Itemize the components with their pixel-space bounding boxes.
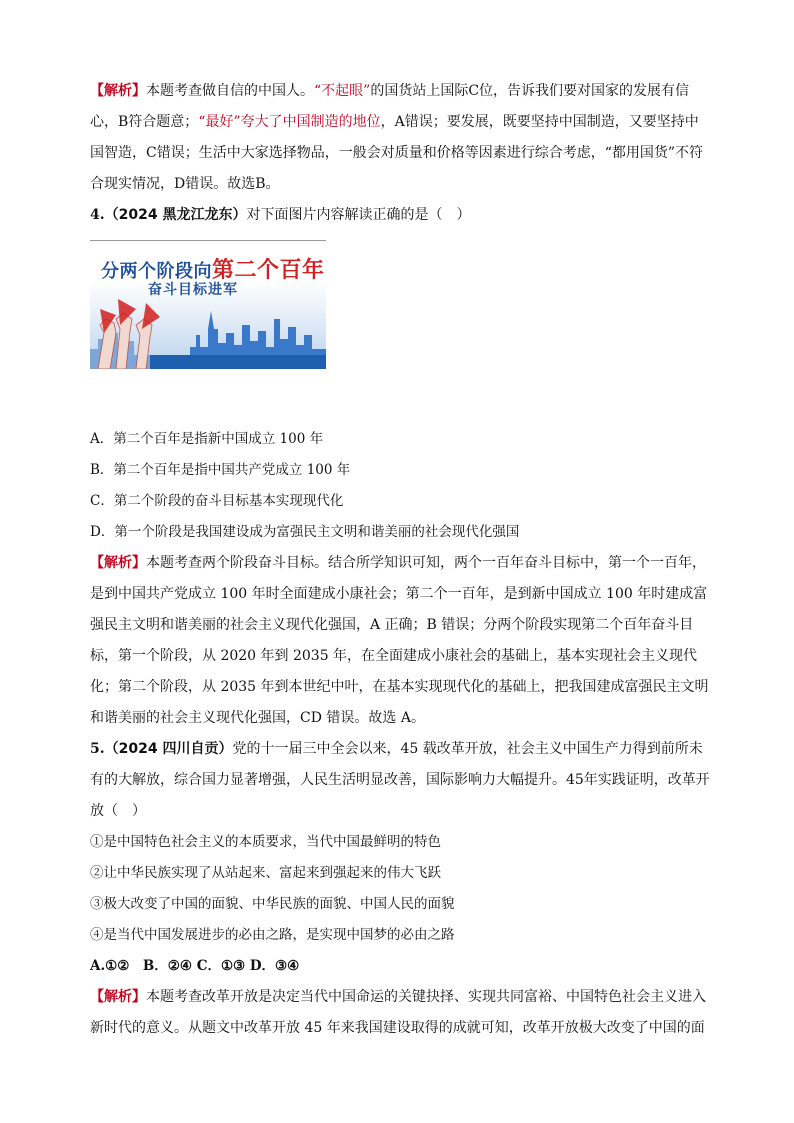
option-c: C．第二个阶段的奋斗目标基本实现现代化 xyxy=(90,493,344,509)
question-number: 4. xyxy=(90,207,105,223)
analysis-q4: 【解析】本题考查两个阶段奋斗目标。结合所学知识可知，两个一百年奋斗目标中，第一个一百年，是到中国共产党成立 100 年时全面建成小康社会；第二个一百年，是到新中国成立 100 年时建成富强民主文明和谐美丽的社会主义现代化强国，A 正确；B 错误；分两个阶段实现第二个百年奋斗目标，第一个阶段，从 2020 年到 2035 年，在全面建成小康社会的基础上，基本实现社会主义现代化；第二个阶段，从 2035 年到本世纪中叶，在基本实现现代化的基础上，把我国建成富强民主文明和谐美丽的社会主义现代化强国，CD 错误。故选 A。 xyxy=(90,555,709,726)
document-page xyxy=(90,76,710,1044)
question-number: 5. xyxy=(90,741,105,757)
question-5-stem: 5.（2024 四川自贡）党的十一届三中全会以来，45 载改革开放，社会主义中国生产力得到前所未有的大解放，综合国力显著增强，人民生活明显改善，国际影响力大幅提升。45年实践证明，改革开放（ ） xyxy=(90,741,710,819)
banner-title: 分两个阶段向第二个百年 xyxy=(101,258,325,283)
option-b: B．第二个百年是指中国共产党成立 100 年 xyxy=(90,462,351,478)
option-a: A．第二个百年是指新中国成立 100 年 xyxy=(90,431,324,447)
question-4-stem: 4.（2024 黑龙江龙东）对下面图片内容解读正确的是（ ） xyxy=(90,207,471,223)
statement-3: ③极大改变了中国的面貌、中华民族的面貌、中国人民的面貌 xyxy=(90,896,455,912)
analysis-q3: 【解析】本题考查做自信的中国人。“不起眼”的国货站上国际C位，告诉我们要对国家的发展有信心，B符合题意；“最好”夸大了中国制造的地位，A错误；要发展，既要坚持中国制造，又要坚持中国智造，C错误；生活中大家选择物品，一般会对质量和价格等因素进行综合考虑，“都用国货”不符合现实情况，D错误。故选B。 xyxy=(90,83,704,192)
question-source: （2024 黑龙江龙东） xyxy=(104,207,247,223)
analysis-tag: 【解析】 xyxy=(90,83,146,99)
statement-4: ④是当代中国发展进步的必由之路，是实现中国梦的必由之路 xyxy=(90,927,455,943)
analysis-q5: 【解析】本题考查改革开放是决定当代中国命运的关键抉择、实现共同富裕、中国特色社会主义进入新时代的意义。从题文中改革开放 45 年来我国建设取得的成就可知，改革开放极大改变了中国的面 xyxy=(90,989,706,1036)
statement-2: ②让中华民族实现了从站起来、富起来到强起来的伟大飞跃 xyxy=(90,865,441,881)
question-source: （2024 四川自贡） xyxy=(104,741,233,757)
statement-1: ①是中国特色社会主义的本质要求，当代中国最鲜明的特色 xyxy=(90,834,441,850)
answer-choices: A.①② B．②④ C．①③ D．③④ xyxy=(90,958,300,974)
analysis-tag: 【解析】 xyxy=(90,555,146,571)
option-d: D．第一个阶段是我国建设成为富强民主文明和谐美丽的社会现代化强国 xyxy=(90,524,520,540)
skyline-fists-illustration xyxy=(90,289,326,369)
banner-subtitle: 奋斗目标进军 xyxy=(148,282,238,298)
analysis-tag: 【解析】 xyxy=(90,989,146,1005)
question-4-image xyxy=(90,240,326,369)
spacer xyxy=(90,369,710,424)
